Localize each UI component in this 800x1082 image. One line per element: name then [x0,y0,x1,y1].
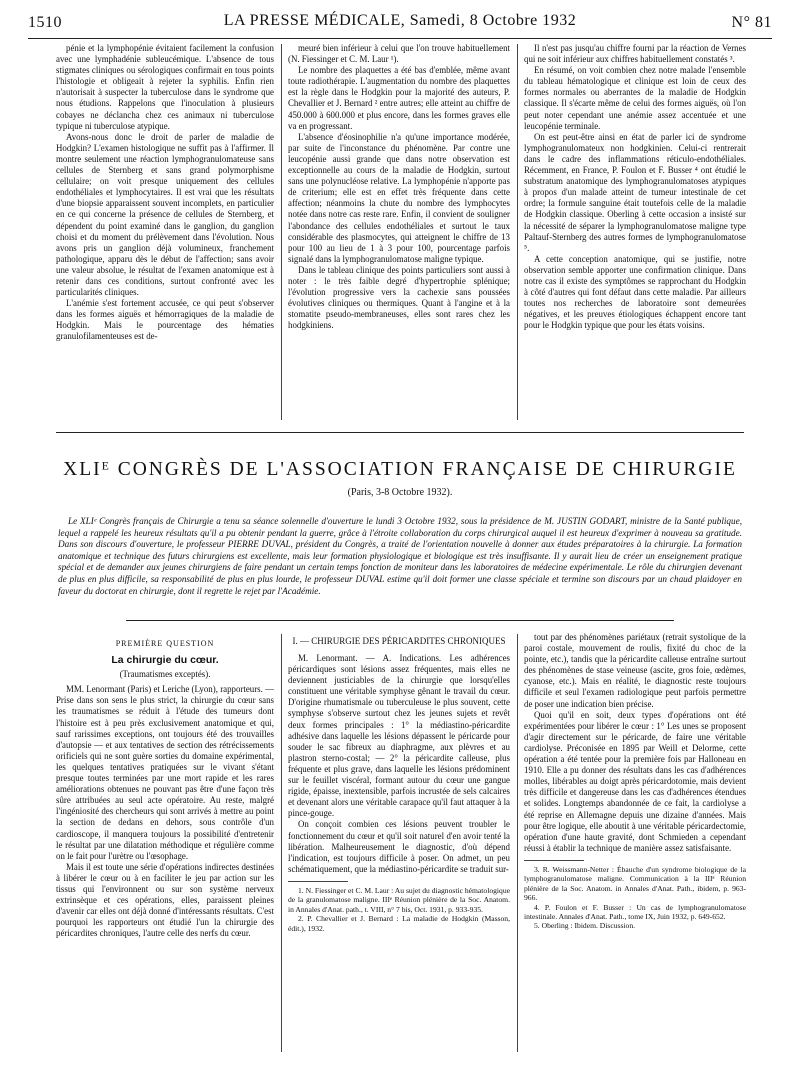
footnote: 3. R. Weissmann-Netter : Ébauche d'un syndrome biologique de la lymphogranulomatose maligne. Communication à la IIIᵉ Réunion plénière de la Soc. Anatom. in Annales d'Anat. Path., ibidem, p. 963-966. [524,864,746,903]
intro-rule [126,620,674,621]
paragraph: Il n'est pas jusqu'au chiffre fourni par la réaction de Vernes qui ne soit inférieur aux chiffres habituellement constatés ³. [524,43,746,65]
footnote: 2. P. Chevallier et J. Bernard : La maladie de Hodgkin (Masson, édit.), 1932. [288,914,510,933]
top-column-2 [288,43,510,421]
header-rule [28,38,772,39]
congress-subtitle: (Paris, 3-8 Octobre 1932). [347,487,453,498]
paragraph: A cette conception anatomique, qui se justifie, notre observation semble apporter une confirmation clinique. Dans notre cas il existe des symptômes se rapprochant du Hodgkin à côté d'autres qui font défaut dans cette maladie. Par ailleurs toutes nos recherches de laboratoire sont demeurées négatives, et les preuves étiologiques échappent encore tant pour le Hodgkin typique que pour les états voisins. [524,253,746,331]
column-divider [281,44,282,420]
running-header [28,12,772,36]
top-column-3 [524,43,746,421]
issue-number: N° 81 [731,14,772,31]
paragraph: MM. Lenormant (Paris) et Leriche (Lyon), rapporteurs. — Prise dans son sens le plus strict, la chirurgie du cœur sans les traumatismes se réduit à l'étude des tumeurs dont l'histoire est à peu près exclusivement anatomique et qui, sauf rarissimes exceptions, ont toujours été des trouvailles d'autopsie — et aux tentatives de section des rétrécissements orificiels qui ne sont guère sorties du domaine expérimental, les quelques tentatives pratiquées sur le vivant s'étant presque toutes terminées par une mort rapide et les rares améliorations obtenues ne pouvant pas être d'une façon très sûre attribuées au seul acte opératoire. Au reste, malgré l'ingéniosité des chercheurs qui sont arrivés à mettre au point la section de dedans en dehors, sous contrôle d'un cardioscope, il manquera toujours la possibilité d'entretenir le résultat par une dilatation méthodique et régulière comme on le fait pour l'urètre ou l'œsophage. [56,684,274,861]
paragraph: En résumé, on voit combien chez notre malade l'ensemble du tableau hématologique et clinique est loin de ceux des formes normales ou aberrantes de la maladie de Hodgkin classique. Il s'écarte même de celui des formes aiguës, où l'on peut noter cependant une anémie assez accentuée et une leucopénie terminale. [524,65,746,131]
paragraph: M. Lenormant. — A. Indications. Les adhérences péricardiques sont lésions assez fréquentes, mais elles ne deviennent justiciables de la chirurgie que lorsqu'elles constituent une véritable symphyse gênant le travail du cœur. D'origine rhumatismale ou tuberculeuse le plus souvent, cette symphyse s'observe surtout chez les jeunes sujets et revêt deux formes principales : 1° la médiastino-péricardite adhésive dans laquelle les lésions dépassent le péricarde pour souder le sac fibreux au diaphragme, aux plèvres et au plastron sterno-costal; — 2° la péricardite calleuse, plus fréquente et plus grave, dans laquelle les lésions prédominent sur le feuillet viscéral, formant autour du cœur une gangue rigide, épaisse, inextensible, parfois incrustée de sels calcaires et devenant alors une véritable carapace qu'il faut attaquer à la pince-gouge. [288,653,510,819]
paragraph: L'absence d'éosinophilie n'a qu'une importance modérée, par suite de l'inconstance du phénomène. Par contre une leucopénie aussi grande que dans notre observation est exceptionnelle au cours de la maladie de Hodgkin, surtout sans une polynucléose relative. La lymphopénie n'apporte pas de criterium; elle est en effet très fréquente dans cette affection; néanmoins la chute du nombre des lymphocytes notée dans notre cas reste rare. Enfin, il convient de souligner l'abondance des cellules endothéliales et surtout le taux considérable des plasmocytes, qui atteignent le chiffre de 13 pour 100 au lieu de 1 à 3 pour 100, pourcentage parfois signalé dans la lymphogranulomatose maligne typique. [288,131,510,264]
paragraph: On conçoit combien ces lésions peuvent troubler le fonctionnement du cœur et qu'il soit naturel d'en avoir tenté la libération. Malheureusement le diagnostic, d'où dépend l'indication, est toujours difficile à poser. On admet, un peu schématiquement, que la médiastino-péricardite se traduit sur- [288,819,510,874]
page-number: 1510 [28,14,62,31]
intro-paragraph: Le XLIᵉ Congrès français de Chirurgie a tenu sa séance solennelle d'ouverture le lundi 3 Octobre 1932, sous la présidence de M. JUSTIN GODART, ministre de la Santé publique, lequel a rappelé les heureux résultats qu'il a pu obtenir pendant la guerre, grâce à l'étroite collaboration du corps chirurgical auquel il est heureux d'exprimer à nouveau sa gratitude. Dans son discours d'ouverture, le professeur PIERRE DUVAL, président du Congrès, a traité de l'orientation nouvelle à donner aux études préparatoires à la chirurgie. La formation anatomique et technique des futurs chirurgiens est excellente, mais leur formation physiologique et biologique est très insuffisante. Il y aurait lieu de créer un enseignement pratique spécial et de demander aux jeunes chirurgiens de faire pendant un certain temps fonction de moniteur dans les laboratoires de médecine expérimentale. Le rôle du chirurgien devenant de plus en plus difficile, sa responsabilité de plus en plus lourde, le professeur DUVAL estime qu'il doit former une classe spéciale et termine son discours par un chaud plaidoyer en faveur du doctorat en chirurgie, dont il regrette le rejet par l'Académie. [58,516,742,596]
paragraph: tout par des phénomènes pariétaux (retrait systolique de la paroi costale, mouvement de roulis, fixité du choc de la pointe, etc.), tandis que la péricardite calleuse entraîne surtout des phénomènes de stase veineuse (ascite, gros foie, œdèmes, cyanose, etc.). Mais en réalité, le diagnostic reste toujours difficile et seul l'examen radiologique peut parfois permettre de poser une indication bien précise. [524,632,746,709]
paragraph: pénie et la lymphopénie évitaient facilement la confusion avec une lymphadénie subleucémique. L'absence de tous stigmates cliniques ou sérologiques confirmait en tous points l'histologie et obligeait à rejeter la syphilis. Enfin rien n'autorisait à suspecter la tuberculose dans le syndrome que nous étudions. Rappelons que l'inoculation à plusieurs cobayes ne déclancha chez ces animaux ni tuberculose typique ni tuberculose atypique. [56,43,274,131]
bottom-column-3 [524,632,746,1072]
paragraph: On est peut-être ainsi en état de parler ici de syndrome lymphogranulomateux non hodgkinien. Celui-ci rentrerait dans le cadre des inflammations réticulo-endothéliales. Récemment, en France, P. Foulon et F. Busser ⁴ ont étudié le substratum anatomique des lymphogranulomatoses atypiques à propos d'un malade atteint de tumeur intestinale de cet ordre; la formule sanguine était toutefois celle de la maladie de Hodgkin classique. Oberling à cette occasion a insisté sur la nécessité de séparer la lymphogranulomatose maligne type Paltauf-Sternberg des autres formes de lymphogranulomatose ⁵. [524,131,746,253]
paragraph: Avons-nous donc le droit de parler de maladie de Hodgkin? L'examen histologique ne suffit pas à l'affirmer. Il montre seulement une réaction lymphogranulomateuse sans cellules de Sternberg et sans grand polymorphisme cellulaire; on voit presque uniquement des cellules endothéliales et lymphocytaires. Il est vrai que les résultats d'une biopsie apparaissent souvent incomplets, en particulier en ce qui concerne la présence de cellules de Sternberg, et dépendent du point examiné dans le ganglion, du ganglion choisi et du moment du prélèvement dans l'évolution. Nous avons pris un ganglion déjà volumineux, franchement pathologique, apparu dès le début de l'affection; sans avoir une valeur absolue, le résultat de l'examen anatomique est à retenir dans ces conditions, surtout confronté avec les particularités cliniques. [56,131,274,298]
section-heading: La chirurgie du cœur. [111,654,219,667]
paragraph: Mais il est toute une série d'opérations indirectes destinées à libérer le cœur ou à en faciliter le jeu par action sur les tissus qui l'environnent ou sur son système nerveux extrinsèque et ces opérations, elles, paraissent pleines d'avenir car elles ont déjà donné d'intéressants résultats. C'est pourquoi les rapporteurs ont étudié l'un la chirurgie des péricardites chroniques, l'autre celle des nerfs du cœur. [56,861,274,939]
bottom-column-1 [56,632,274,1052]
paragraph: Dans le tableau clinique des points particuliers sont aussi à noter : le très faible degré d'hypertrophie splénique; l'évolution progressive vers la cachexie sans poussées évolutives cliniques ou thermiques. Quant à l'angine et à la stomatite pseudo-membraneuses, elles sont rares chez les hodgkiniens. [288,264,510,331]
section-heading: I. — CHIRURGIE DES PÉRICARDITES CHRONIQUES [292,636,506,646]
column-divider [517,634,518,1052]
column-divider [517,44,518,420]
footnote: 5. Oberling : Ibidem. Discussion. [534,921,636,931]
section-rule [56,432,744,433]
question-label: PREMIÈRE QUESTION [115,639,215,648]
paragraph: meuré bien inférieur à celui que l'on trouve habituellement (N. Fiessinger et C. M. Laur ¹). [288,43,510,65]
footnote-rule [288,881,348,882]
footnote: 1. N. Fiessinger et C. M. Laur : Au sujet du diagnostic hématologique de la granulomatose maligne. IIIᵉ Réunion plénière de la Soc. Anatom. in Annales d'Anat. path., t. VIII, n° 7 bis, Oct. 1931, p. 933-935. [288,885,510,914]
footnote-rule [524,860,584,861]
bottom-column-2 [288,632,510,1072]
column-divider [281,634,282,1052]
paragraph: Quoi qu'il en soit, deux types d'opérations ont été expérimentées pour libérer le cœur : 1° Les unes se proposent d'agir directement sur le péricarde, de faire une véritable cardiolyse. Préconisée en 1895 par Weill et Delorme, cette opération a été tentée pour la première fois par Halloneau en 1910. Elle a pu donner des résultats dans les cas d'adhérences molles, libérables au doigt après péricardotomie, mais devient très difficile et dangereuse dans les cas d'adhérences étendues et solides. Longtemps abandonnée de ce fait, la cardiolyse a été reprise en Allemagne depuis une dizaine d'années. Mais pour être logique, elle aboutit à une véritable péricardectomie, opération d'une haute gravité, dont Schmieden a cependant réussi à établir la technique de manière assez satisfaisante. [524,709,746,853]
top-column-1 [56,43,274,421]
paragraph: L'anémie s'est fortement accusée, ce qui peut s'observer dans les formes aiguës et hémorragiques de la maladie de Hodgkin. Mais le pourcentage des hématies granulofilamenteuses est de- [56,298,274,342]
footnote: 4. P. Foulon et F. Busser : Un cas de lymphogranulomatose intestinale. Annales d'Anat. Path., tome IX, Juin 1932, p. 649-652. [524,902,746,921]
journal-title: LA PRESSE MÉDICALE, Samedi, 8 Octobre 1932 [223,12,577,29]
congress-intro [58,516,742,597]
congress-title: XLIᴱ CONGRÈS DE L'ASSOCIATION FRANÇAISE DE CHIRURGIE [63,459,737,480]
paragraph: Le nombre des plaquettes a été bas d'emblée, même avant toute radiothérapie. L'augmentation du nombre des plaquettes est la règle dans le Hodgkin pour la majorité des auteurs, P. Chevallier et J. Bernard ² entre autres; elle atteint au chiffre de 450.000 à 600.000 et plus encore, dans les formes graves elle va en progressant. [288,65,510,131]
section-subheading: (Traumatismes exceptés). [119,669,211,680]
